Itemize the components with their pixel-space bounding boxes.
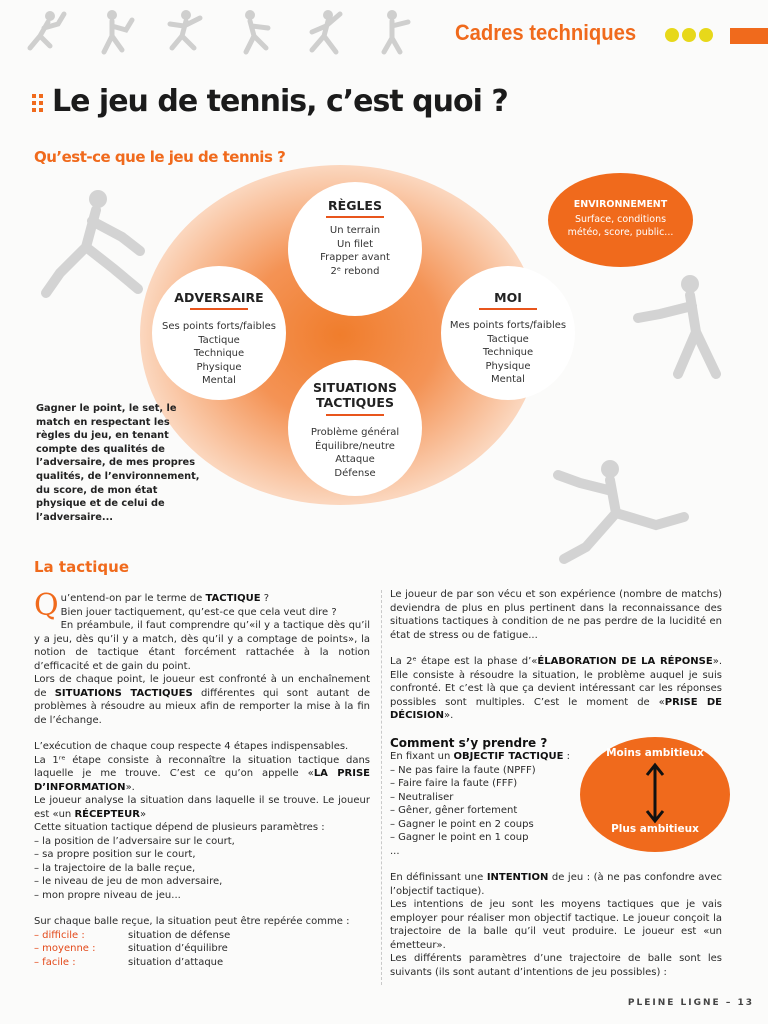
regles-circle bbox=[288, 182, 422, 316]
paragraph bbox=[34, 588, 370, 623]
text: Bien jouer tactiquement, qu’est-ce que cela veut dire ? bbox=[60, 606, 337, 618]
list-item bbox=[34, 929, 370, 943]
tennis-player-silhouette-icon bbox=[630, 270, 740, 390]
paragraph bbox=[390, 871, 722, 898]
paragraph: Le joueur de par son vécu et son expérience (nombre de matchs) deviendra de plus en plus pertinent dans la reconnaissance des situations tactiques à condition de ne pas perdre de la lucidité en état de stress ou de fatigue... bbox=[390, 589, 722, 641]
environnement-oval bbox=[548, 173, 693, 267]
list-item: – mon propre niveau de jeu... bbox=[34, 889, 181, 901]
environnement-title: ENVIRONNEMENT bbox=[573, 199, 668, 210]
text: Le joueur analyse la situation dans laquelle il se trouve. Le joueur est «un bbox=[34, 795, 370, 820]
header-silhouettes bbox=[20, 8, 450, 60]
moi-title: MOI bbox=[494, 290, 522, 305]
tennis-player-icon bbox=[230, 8, 278, 56]
adversaire-circle bbox=[152, 266, 286, 400]
adversaire-title: ADVERSAIRE bbox=[174, 290, 264, 305]
keyword: OBJECTIF TACTIQUE bbox=[453, 751, 564, 762]
divider bbox=[479, 308, 537, 310]
situations-item: Défense bbox=[334, 467, 376, 479]
list-item: – Gagner le point en 2 coups bbox=[390, 818, 534, 830]
text: » bbox=[139, 808, 147, 820]
text: En définissant une bbox=[390, 872, 487, 883]
keyword: LA PRISE D’INFORMATION bbox=[34, 768, 370, 793]
list-item: – le niveau de jeu de mon adversaire, bbox=[34, 876, 223, 887]
situations-item: Équilibre/neutre bbox=[315, 440, 395, 452]
list-item bbox=[34, 942, 370, 956]
keyword: RÉCEPTEUR bbox=[74, 808, 140, 820]
header-accent-bar bbox=[730, 28, 768, 44]
diagram-subtitle: Qu’est-ce que le jeu de tennis ? bbox=[34, 148, 286, 166]
page-footer: PLEINE LIGNE – 13 bbox=[627, 998, 754, 1008]
list-item: – Ne pas faire la faute (NPFF) bbox=[390, 764, 536, 776]
paragraph: Sur chaque balle reçue, la situation peut être repérée comme : bbox=[34, 916, 350, 927]
list-item: – Neutraliser bbox=[390, 791, 454, 803]
keyword: TACTIQUE bbox=[205, 593, 261, 604]
how-title: Comment s’y prendre ? bbox=[390, 735, 548, 750]
text: En fixant un bbox=[390, 751, 454, 762]
list-item: – la position de l’adversaire sur le court, bbox=[34, 835, 235, 847]
regles-item: Frapper avant bbox=[320, 252, 390, 263]
dropcap: Q bbox=[34, 588, 59, 623]
text: La 2ᵉ étape est la phase d’« bbox=[390, 656, 538, 667]
section-title: La tactique bbox=[34, 558, 129, 576]
ambition-scale bbox=[580, 737, 730, 852]
column-divider bbox=[381, 590, 382, 985]
tennis-player-silhouette-icon bbox=[540, 455, 690, 565]
tennis-ball-icon bbox=[699, 28, 713, 42]
paragraph: Les différents paramètres d’une trajectoire de balle sont les suivants (ils sont autant d’intentions de jeu possibles) : bbox=[390, 953, 722, 978]
paragraph: Les intentions de jeu sont les moyens tactiques que je vais employer pour réaliser mon objectif tactique. Le joueur conçoit la trajectoire de la balle qu’il veut produire. Le joueur est «un émetteur». bbox=[390, 899, 722, 951]
keyword: ÉLABORATION DE LA RÉPONSE bbox=[537, 656, 713, 667]
section-header-title: Cadres techniques bbox=[455, 20, 637, 45]
level-value: situation d’équilibre bbox=[128, 943, 228, 954]
level-value: situation d’attaque bbox=[128, 956, 224, 968]
tennis-player-icon bbox=[300, 8, 348, 56]
left-column bbox=[34, 588, 370, 969]
moi-item: Tactique bbox=[487, 333, 529, 345]
text: ». bbox=[125, 781, 135, 793]
environnement-text: Surface, conditions météo, score, public... bbox=[567, 214, 674, 238]
paragraph bbox=[34, 754, 370, 795]
tennis-ball-icon bbox=[665, 28, 679, 42]
level-name: – facile : bbox=[34, 956, 76, 968]
title-bullet-icon bbox=[32, 94, 48, 114]
moi-circle bbox=[441, 266, 575, 400]
keyword: SITUATIONS TACTIQUES bbox=[54, 687, 193, 699]
paragraph: Cette situation tactique dépend de plusieurs paramètres : bbox=[34, 822, 325, 833]
tennis-player-icon bbox=[90, 8, 138, 56]
list-item: – la trajectoire de la balle reçue, bbox=[34, 862, 196, 874]
tennis-ball-icon bbox=[682, 28, 696, 42]
text: Lors de chaque point, le joueur est confronté à un enchaînement de bbox=[34, 674, 370, 699]
keyword: INTENTION bbox=[486, 872, 549, 883]
text: u’entend-on par le terme de bbox=[60, 593, 206, 604]
adversaire-item: Technique bbox=[193, 348, 245, 359]
moi-item: Physique bbox=[485, 360, 531, 372]
text: ». Elle consiste à résoudre la situation, le problème auquel je suis confronté. Et c’est là que ça devient intéressant car les réponses possibles sont multiples. C’est le moment de « bbox=[390, 656, 723, 708]
text: La 1ʳᵉ étape consiste à reconnaître la situation tactique dans laquelle je me trouve. C’est ce qu’on appelle « bbox=[34, 754, 370, 779]
regles-item: Un filet bbox=[337, 238, 373, 250]
double-arrow-icon bbox=[643, 761, 667, 825]
situations-title: TACTIQUES bbox=[316, 395, 394, 410]
ambition-bottom-label: Plus ambitieux bbox=[611, 823, 699, 835]
situations-item: Attaque bbox=[335, 454, 375, 465]
paragraph bbox=[34, 673, 370, 727]
adversaire-item: Physique bbox=[196, 361, 242, 373]
adversaire-item: Ses points forts/faibles bbox=[162, 321, 276, 332]
paragraph bbox=[34, 794, 370, 821]
adversaire-item: Mental bbox=[202, 375, 236, 386]
list-item: – sa propre position sur le court, bbox=[34, 849, 196, 860]
list-item: ... bbox=[390, 845, 400, 857]
level-value: situation de défense bbox=[128, 929, 231, 941]
regles-title: RÈGLES bbox=[328, 198, 382, 213]
situations-item: Problème général bbox=[310, 427, 400, 438]
tennis-player-icon bbox=[160, 8, 208, 56]
regles-item: 2ᵉ rebond bbox=[330, 265, 380, 277]
list-item: – Gêner, gêner fortement bbox=[390, 805, 518, 816]
tennis-player-icon bbox=[370, 8, 418, 56]
regles-item: Un terrain bbox=[329, 225, 381, 236]
situations-circle bbox=[288, 360, 422, 496]
moi-item: Mental bbox=[491, 374, 525, 385]
list-item: – Faire faire la faute (FFF) bbox=[390, 778, 518, 789]
text: différentes qui sont autant de problèmes à résoudre au mieux afin de remporter la mise à la fin de l’échange. bbox=[34, 687, 370, 726]
text: ? bbox=[260, 593, 270, 604]
divider bbox=[190, 308, 248, 310]
list-item bbox=[34, 956, 370, 970]
moi-item: Technique bbox=[482, 347, 534, 358]
text: ». bbox=[443, 710, 454, 721]
text: : bbox=[563, 751, 571, 762]
level-name: – difficile : bbox=[34, 929, 85, 941]
adversaire-item: Tactique bbox=[198, 334, 240, 346]
goal-text: Gagner le point, le set, le match en respectant les règles du jeu, en tenant compte des qualités de l’adversaire, de mes propres qualités, de l’environnement, du score, de mon état physique et de celui de l’adversaire... bbox=[36, 403, 200, 523]
tennis-balls bbox=[665, 28, 713, 42]
text: de jeu : (à ne pas confondre avec l’objectif tactique). bbox=[390, 872, 722, 897]
paragraph: L’exécution de chaque coup respecte 4 étapes indispensables. bbox=[34, 741, 349, 752]
situations-title: SITUATIONS bbox=[313, 380, 397, 395]
moi-item: Mes points forts/faibles bbox=[449, 320, 567, 331]
paragraph: En préambule, il faut comprendre qu’«il y a tactique dès qu’il y a jeu, dès qu’il y a match, dès qu’il y a comptage de points», la notion de tactique étant forcément rattachée à la notion d’efficacité et de gain du point. bbox=[34, 620, 370, 672]
level-name: – moyenne : bbox=[34, 943, 96, 954]
tennis-player-icon bbox=[20, 8, 68, 56]
tennis-player-silhouette-icon bbox=[30, 185, 150, 305]
divider bbox=[326, 414, 384, 416]
list-item: – Gagner le point en 1 coup bbox=[390, 832, 529, 843]
keyword: PRISE DE DÉCISION bbox=[390, 696, 722, 721]
paragraph bbox=[390, 655, 722, 723]
ambition-top-label: Moins ambitieux bbox=[606, 747, 704, 759]
divider bbox=[326, 216, 384, 218]
page-title: Le jeu de tennis, c’est quoi ? bbox=[52, 84, 508, 119]
